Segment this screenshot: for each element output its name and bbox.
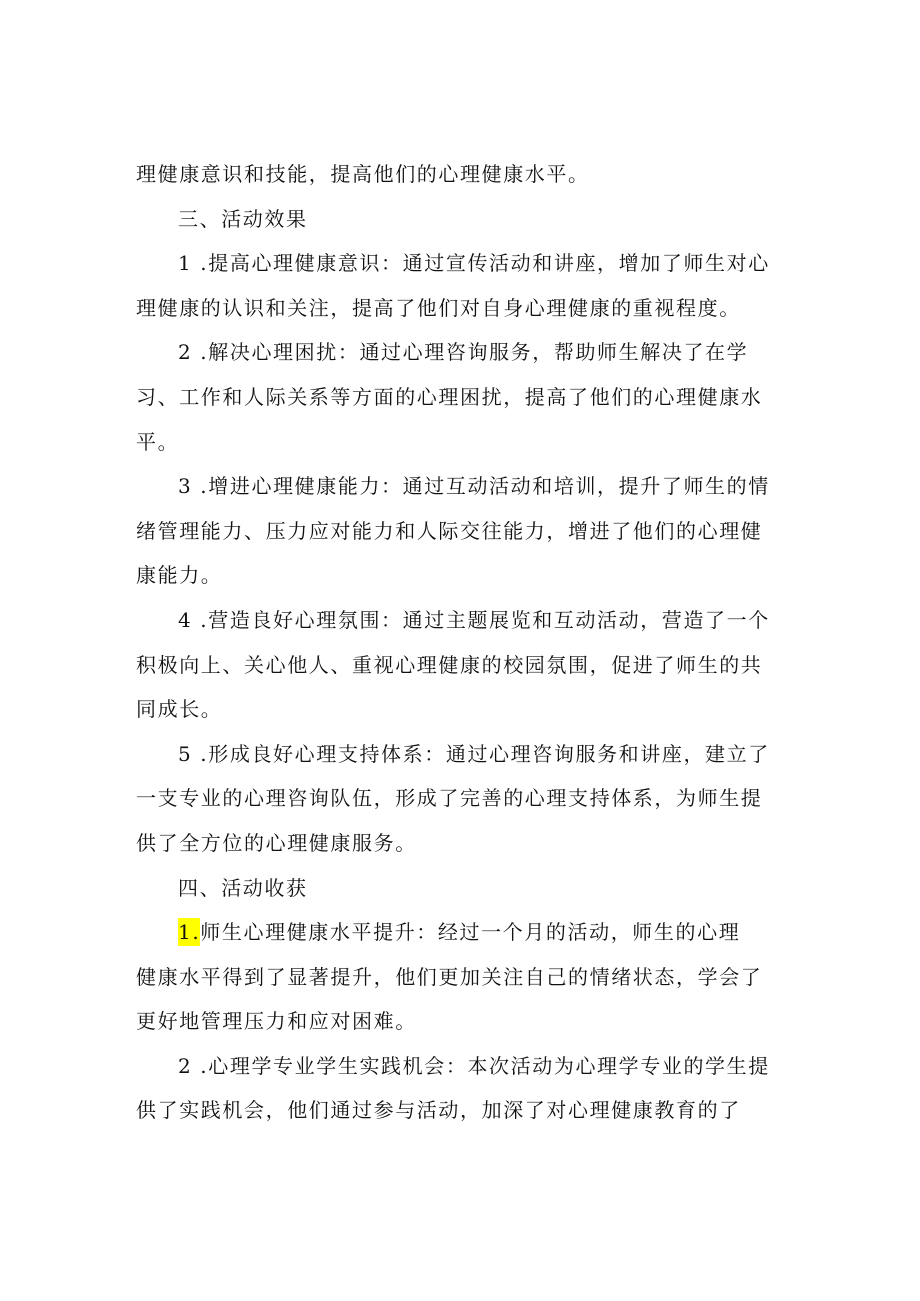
text-line: 2 .解决心理困扰：通过心理咨询服务，帮助师生解决了在学: [178, 340, 749, 365]
text-line: 2 .心理学专业学生实践机会：本次活动为心理学专业的学生提: [178, 1053, 770, 1078]
text-line: 理健康意识和技能，提高他们的心理健康水平。: [136, 162, 590, 186]
text-line: 供了全方位的心理健康服务。: [136, 830, 417, 855]
highlighted-number: 1.: [178, 920, 201, 945]
text-line: 一支专业的心理咨询队伍，形成了完善的心理支持体系，为师生提: [136, 786, 763, 811]
text-line: 积极向上、关心他人、重视心理健康的校园氛围，促进了师生的共: [136, 652, 763, 677]
text-line: 1 .提高心理健康意识：通过宣传活动和讲座，增加了师生对心: [178, 251, 770, 276]
text-line: [136, 910, 772, 955]
text-line: 康能力。: [136, 563, 223, 588]
text-line: 绪管理能力、压力应对能力和人际交往能力，增进了他们的心理健: [136, 518, 763, 543]
text-line: 供了实践机会，他们通过参与活动，加深了对心理健康教育的了: [136, 1098, 741, 1123]
text-line: 4 .营造良好心理氛围：通过主题展览和互动活动，营造了一个: [178, 607, 770, 632]
text-line: 3 .增进心理健康能力：通过互动活动和培训，提升了师生的情: [178, 474, 770, 499]
text-line: 更好地管理压力和应对困难。: [136, 1009, 417, 1034]
text-line: 5 .形成良好心理支持体系：通过心理咨询服务和讲座，建立了: [178, 741, 770, 766]
section-heading: 四、活动收获: [178, 875, 308, 900]
text-line: 同成长。: [136, 697, 223, 722]
text-line: 健康水平得到了显著提升，他们更加关注自己的情绪状态，学会了: [136, 964, 763, 989]
section-heading: 三、活动效果: [178, 206, 308, 231]
text-line: 平。: [136, 429, 180, 454]
text-line-body: 师生心理健康水平提升：经过一个月的活动，师生的心理: [200, 920, 741, 945]
text-line: 理健康的认识和关注，提高了他们对自身心理健康的重视程度。: [136, 295, 741, 320]
document-body: [136, 152, 772, 1133]
text-line: 习、工作和人际关系等方面的心理困扰，提高了他们的心理健康水: [136, 384, 763, 409]
